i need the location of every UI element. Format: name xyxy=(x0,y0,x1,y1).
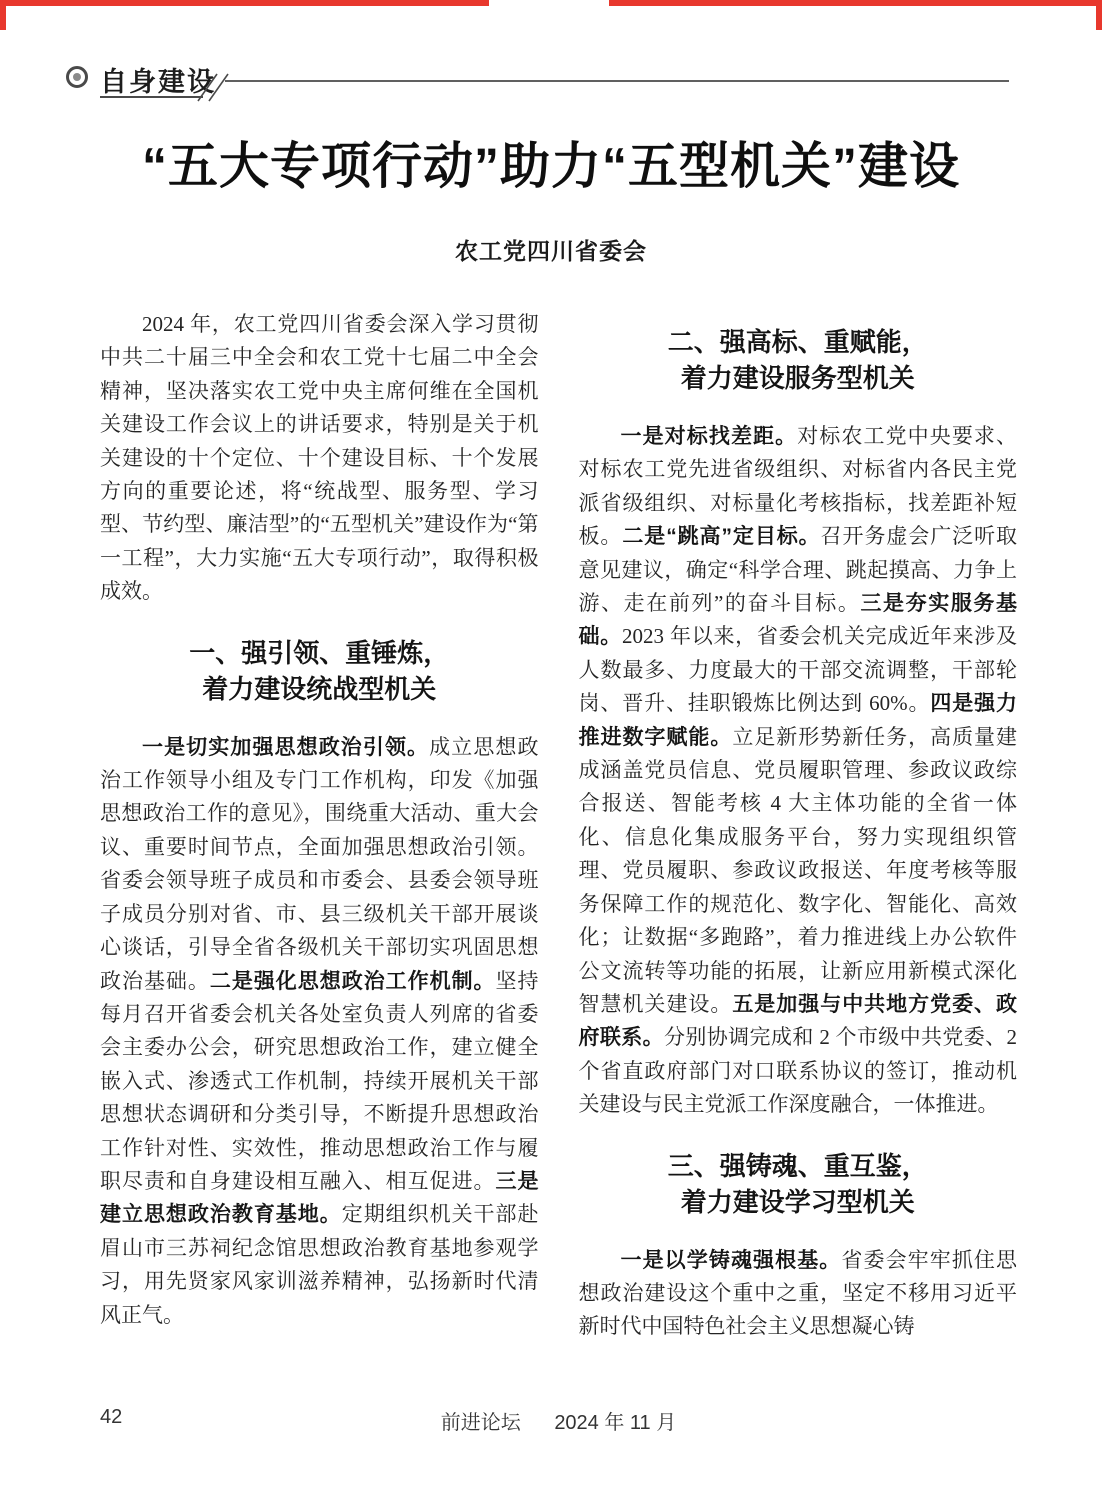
intro-paragraph xyxy=(100,308,539,609)
body-text-run: 成立思想政治工作领导小组及专门工作机构，印发《加强思想政治工作的意见》，围绕重大活动、重大会议、重要时间节点，全面加强思想政治引领。省委会领导班子成员和市委会、县委会领导班子成员分别对省、市、县三级机关干部开展谈心谈话，引导全省各级机关干部切实巩固思想政治基础。 xyxy=(100,734,539,993)
body-text-run: 立足新形势新任务，高质量建成涵盖党员信息、党员履职管理、参政议政综合报送、智能考核 4 大主体功能的全省一体化、信息化集成服务平台，努力实现组织管理、党员履职、参政议政报送、年度考核等服务保障工作的规范化、数字化、智能化、高效化；让数据“多跑路”，着力推进线上办公软件公文流转等功能的拓展，让新应用新模式深化智慧机关建设。 xyxy=(578,724,1018,1016)
body-text-run: 省委会牢牢抓住思想政治建设这个重中之重，坚定不移用习近平新时代中国特色社会主义思想凝心铸 xyxy=(578,1247,1018,1339)
bold-lead-in: 四是强力推进数字赋能。 xyxy=(578,692,1018,749)
section-heading-3 xyxy=(579,1148,1018,1220)
section-heading-1-line2: 着力建设统战型机关 xyxy=(202,673,437,704)
journal-footer-line xyxy=(100,1406,1017,1435)
red-crop-mark-left-edge xyxy=(0,0,6,30)
bold-lead-in: 一是对标找差距。 xyxy=(620,425,798,448)
concentric-circle-icon xyxy=(66,66,88,88)
section-heading-2 xyxy=(579,324,1018,396)
section-heading-3-line2: 着力建设学习型机关 xyxy=(680,1186,915,1217)
column-right xyxy=(579,308,1018,1344)
column-left xyxy=(100,308,539,1344)
bold-lead-in: 二是强化思想政治工作机制。 xyxy=(209,969,496,993)
body-text-run: 定期组织机关干部赴眉山市三苏祠纪念馆思想政治教育基地参观学习，用先贤家风家训滋养精神，弘扬新时代清风正气。 xyxy=(100,1202,539,1327)
header-decorative-line xyxy=(98,70,1013,106)
body-text-run: 2024 年，农工党四川省委会深入学习贯彻中共二十届三中全会和农工党十七届二中全会精神，坚决落实农工党中央主席何维在全国机关建设工作会议上的讲话要求，特别是关于机关建设的十个定位、十个建设目标、十个发展方向的重要论述，将“统战型、服务型、学习型、节约型、廉洁型”的“五型机关”建设作为“第一工程”，大力实施“五大专项行动”，取得积极成效。 xyxy=(100,312,539,604)
section-label: 自身建设 xyxy=(100,67,216,97)
section-heading-2-line1: 二、强高标、重赋能， xyxy=(667,327,928,357)
journal-name: 前进论坛 xyxy=(440,1412,521,1434)
red-crop-mark-right-edge xyxy=(1096,0,1102,30)
section-1-paragraph xyxy=(100,731,539,1332)
body-text-run: 对标农工党中央要求、对标农工党先进省级组织、对标省内各民主党派省级组织、对标量化考核指标，找差距补短板。 xyxy=(578,424,1018,549)
page-number: 42 xyxy=(100,1406,123,1428)
body-text-run: 分别协调完成和 2 个市级中共党委、2 个省直政府部门对口联系协议的签订，推动机关建设与民主党派工作深度融合，一体推进。 xyxy=(578,1025,1018,1117)
section-heading-2-line2: 着力建设服务型机关 xyxy=(680,363,915,393)
section-2-paragraph xyxy=(579,420,1018,1122)
section-3-paragraph xyxy=(579,1244,1018,1344)
bold-lead-in: 五是加强与中共地方党委、政府联系。 xyxy=(578,992,1018,1050)
bold-lead-in: 一是切实加强思想政治引领。 xyxy=(142,735,430,759)
section-heading-1 xyxy=(100,635,539,707)
bold-lead-in: 二是“跳高”定目标。 xyxy=(622,525,821,549)
article-body xyxy=(100,308,1017,1344)
bold-lead-in: 三是建立思想政治教育基地。 xyxy=(100,1169,539,1227)
article-author: 农工党四川省委会 xyxy=(455,238,647,264)
journal-issue-date: 2024 年 11 月 xyxy=(554,1412,677,1434)
body-text-run: 2023 年以来，省委会机关完成近年来涉及人数最多、力度最大的干部交流调整，干部轮岗、晋升、挂职锻炼比例达到 60%。 xyxy=(578,624,1018,716)
section-heading-1-line1: 一、强引领、重锤炼， xyxy=(189,637,450,668)
bold-lead-in: 一是以学铸魂强根基。 xyxy=(620,1248,842,1272)
article-title: “五大专项行动”助力“五型机关”建设 xyxy=(142,138,960,194)
page-footer xyxy=(100,1406,1017,1434)
body-text-run: 坚持每月召开省委会机关各处室负责人列席的省委会主委办公会，研究思想政治工作，建立健全嵌入式、渗透式工作机制，持续开展机关干部思想状态调研和分类引导，不断提升思想政治工作针对性、实效性，推动思想政治工作与履职尽责和自身建设相互融入、相互促进。 xyxy=(100,968,539,1193)
red-crop-mark-top-right xyxy=(609,0,1102,6)
section-heading-3-line1: 三、强铸魂、重互鉴， xyxy=(667,1150,928,1181)
bold-lead-in: 三是夯实服务基础。 xyxy=(578,592,1017,649)
body-text-run: 召开务虚会广泛听取意见建议，确定“科学合理、跳起摸高、力争上游、走在前列”的奋斗目标。 xyxy=(578,524,1018,616)
red-crop-mark-top-left xyxy=(0,0,489,6)
